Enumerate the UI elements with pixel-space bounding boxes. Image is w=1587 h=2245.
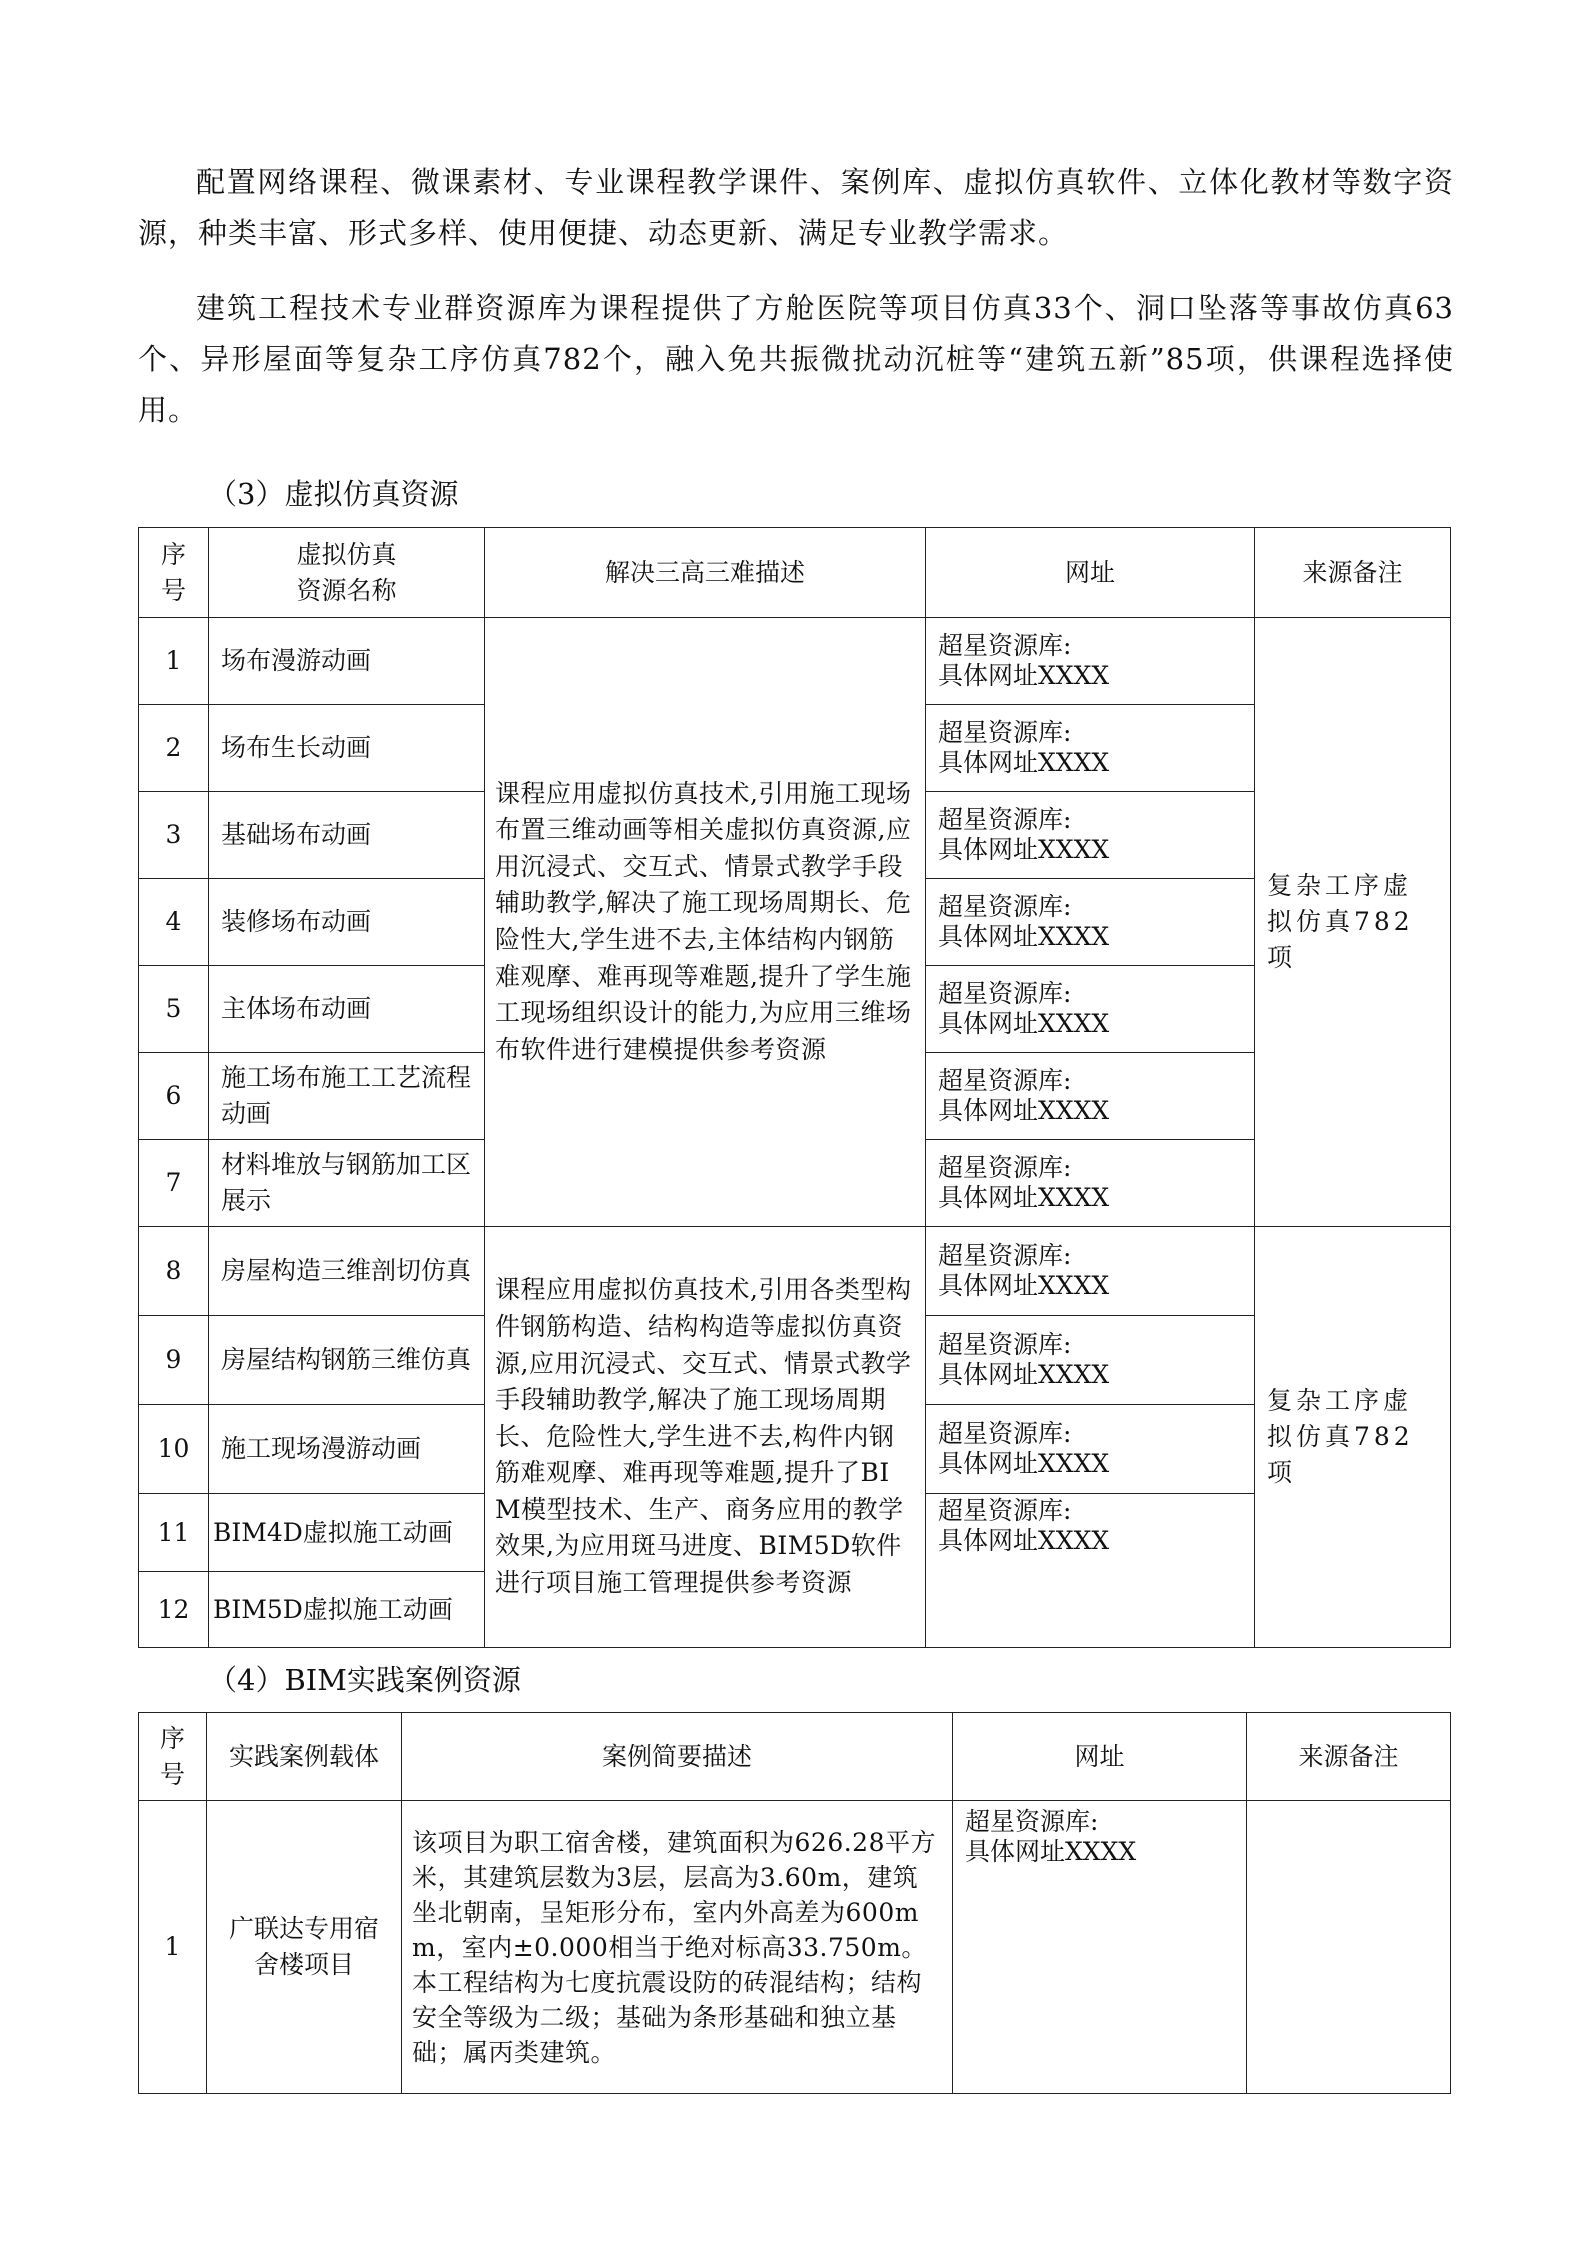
paragraph-resource-library: 建筑工程技术专业群资源库为课程提供了方舱医院等项目仿真33个、洞口坠落等事故仿真63个、异形屋面等复杂工序仿真782个，融入免共振微扰动沉桩等“建筑五新”85项，供课程选择使用。 [138,291,1454,427]
row-url: 超星资源库: 具体网址XXXX [926,618,1255,705]
row-case-carrier: 广联达专用宿舍楼项目 [207,1801,402,2094]
row-url: 超星资源库: 具体网址XXXX [953,1801,1247,2094]
row-resource-name: BIM5D虚拟施工动画 [209,1572,485,1648]
row-url: 超星资源库: 具体网址XXXX [926,1140,1255,1227]
row-serial: 6 [139,1053,209,1140]
row-url: 超星资源库: 具体网址XXXX [926,792,1255,879]
bim-practice-cases-table [138,1712,1451,2094]
row-url: 超星资源库: 具体网址XXXX [926,1316,1255,1405]
group-source-note: 复杂工序虚拟仿真782项 [1255,618,1451,1227]
row-resource-name: 房屋构造三维剖切仿真 [209,1227,485,1316]
row-case-description: 该项目为职工宿舍楼，建筑面积为626.28平方米，其建筑层数为3层，层高为3.60m，建筑坐北朝南，呈矩形分布，室内外高差为600mm，室内±0.000相当于绝对标高33.750m。本工程结构为七度抗震设防的砖混结构；结构安全等级为二级；基础为条形基础和独立基础；属丙类建筑。 [402,1801,953,2094]
header-serial: 序 号 [139,528,209,618]
table-row [139,618,1451,705]
paragraph-digital-resources: 配置网络课程、微课素材、专业课程教学课件、案例库、虚拟仿真软件、立体化教材等数字资源，种类丰富、形式多样、使用便捷、动态更新、满足专业教学需求。 [138,165,1454,250]
row-resource-name: 场布生长动画 [209,705,485,792]
header-serial: 序 号 [139,1713,207,1801]
header-resource-name: 虚拟仿真 资源名称 [209,528,485,618]
row-serial: 8 [139,1227,209,1316]
header-case-description: 案例简要描述 [402,1713,953,1801]
row-url: 超星资源库: 具体网址XXXX [926,879,1255,966]
row-serial: 1 [139,618,209,705]
group-source-note: 复杂工序虚拟仿真782项 [1255,1227,1451,1648]
table-header-row [139,528,1451,618]
section-caption-bim-cases: （4）BIM实践案例资源 [208,1663,521,1697]
table-row [139,1801,1451,2094]
group-description: 课程应用虚拟仿真技术,引用施工现场布置三维动画等相关虚拟仿真资源,应用沉浸式、交互式、情景式教学手段辅助教学,解决了施工现场周期长、危险性大,学生进不去,主体结构内钢筋难观摩、难再现等难题,提升了学生施工现场组织设计的能力,为应用三维场布软件进行建模提供参考资源 [485,618,926,1227]
row-resource-name: 施工场布施工工艺流程动画 [209,1053,485,1140]
row-serial: 11 [139,1494,209,1572]
row-serial: 1 [139,1801,207,2094]
table-header-row [139,1713,1451,1801]
section-caption-virtual-simulation: （3）虚拟仿真资源 [208,477,459,511]
header-url: 网址 [953,1713,1247,1801]
row-serial: 9 [139,1316,209,1405]
row-serial: 10 [139,1405,209,1494]
header-case-carrier: 实践案例载体 [207,1713,402,1801]
row-url: 超星资源库: 具体网址XXXX [926,1227,1255,1316]
group-description: 课程应用虚拟仿真技术,引用各类型构件钢筋构造、结构构造等虚拟仿真资源,应用沉浸式、交互式、情景式教学手段辅助教学,解决了施工现场周期长、危险性大,学生进不去,构件内钢筋难观摩、难再现等难题,提升了BIM模型技术、生产、商务应用的教学效果,为应用斑马进度、BIM5D软件进行项目施工管理提供参考资源 [485,1227,926,1648]
row-url: 超星资源库: 具体网址XXXX [926,705,1255,792]
row-resource-name: 施工现场漫游动画 [209,1405,485,1494]
row-url: 超星资源库: 具体网址XXXX [926,1405,1255,1494]
row-resource-name: BIM4D虚拟施工动画 [209,1494,485,1572]
row-url: 超星资源库: 具体网址XXXX [926,1494,1255,1648]
row-url: 超星资源库: 具体网址XXXX [926,966,1255,1053]
row-serial: 4 [139,879,209,966]
row-serial: 5 [139,966,209,1053]
header-source-note: 来源备注 [1247,1713,1451,1801]
table-row [139,1227,1451,1316]
row-serial: 3 [139,792,209,879]
row-resource-name: 主体场布动画 [209,966,485,1053]
row-resource-name: 装修场布动画 [209,879,485,966]
row-serial: 2 [139,705,209,792]
row-resource-name: 场布漫游动画 [209,618,485,705]
row-serial: 7 [139,1140,209,1227]
row-serial: 12 [139,1572,209,1648]
header-source-note: 来源备注 [1255,528,1451,618]
row-resource-name: 房屋结构钢筋三维仿真 [209,1316,485,1405]
row-resource-name: 材料堆放与钢筋加工区展示 [209,1140,485,1227]
row-url: 超星资源库: 具体网址XXXX [926,1053,1255,1140]
header-description: 解决三高三难描述 [485,528,926,618]
header-url: 网址 [926,528,1255,618]
row-resource-name: 基础场布动画 [209,792,485,879]
row-source-note [1247,1801,1451,2094]
virtual-simulation-table [138,527,1451,1648]
